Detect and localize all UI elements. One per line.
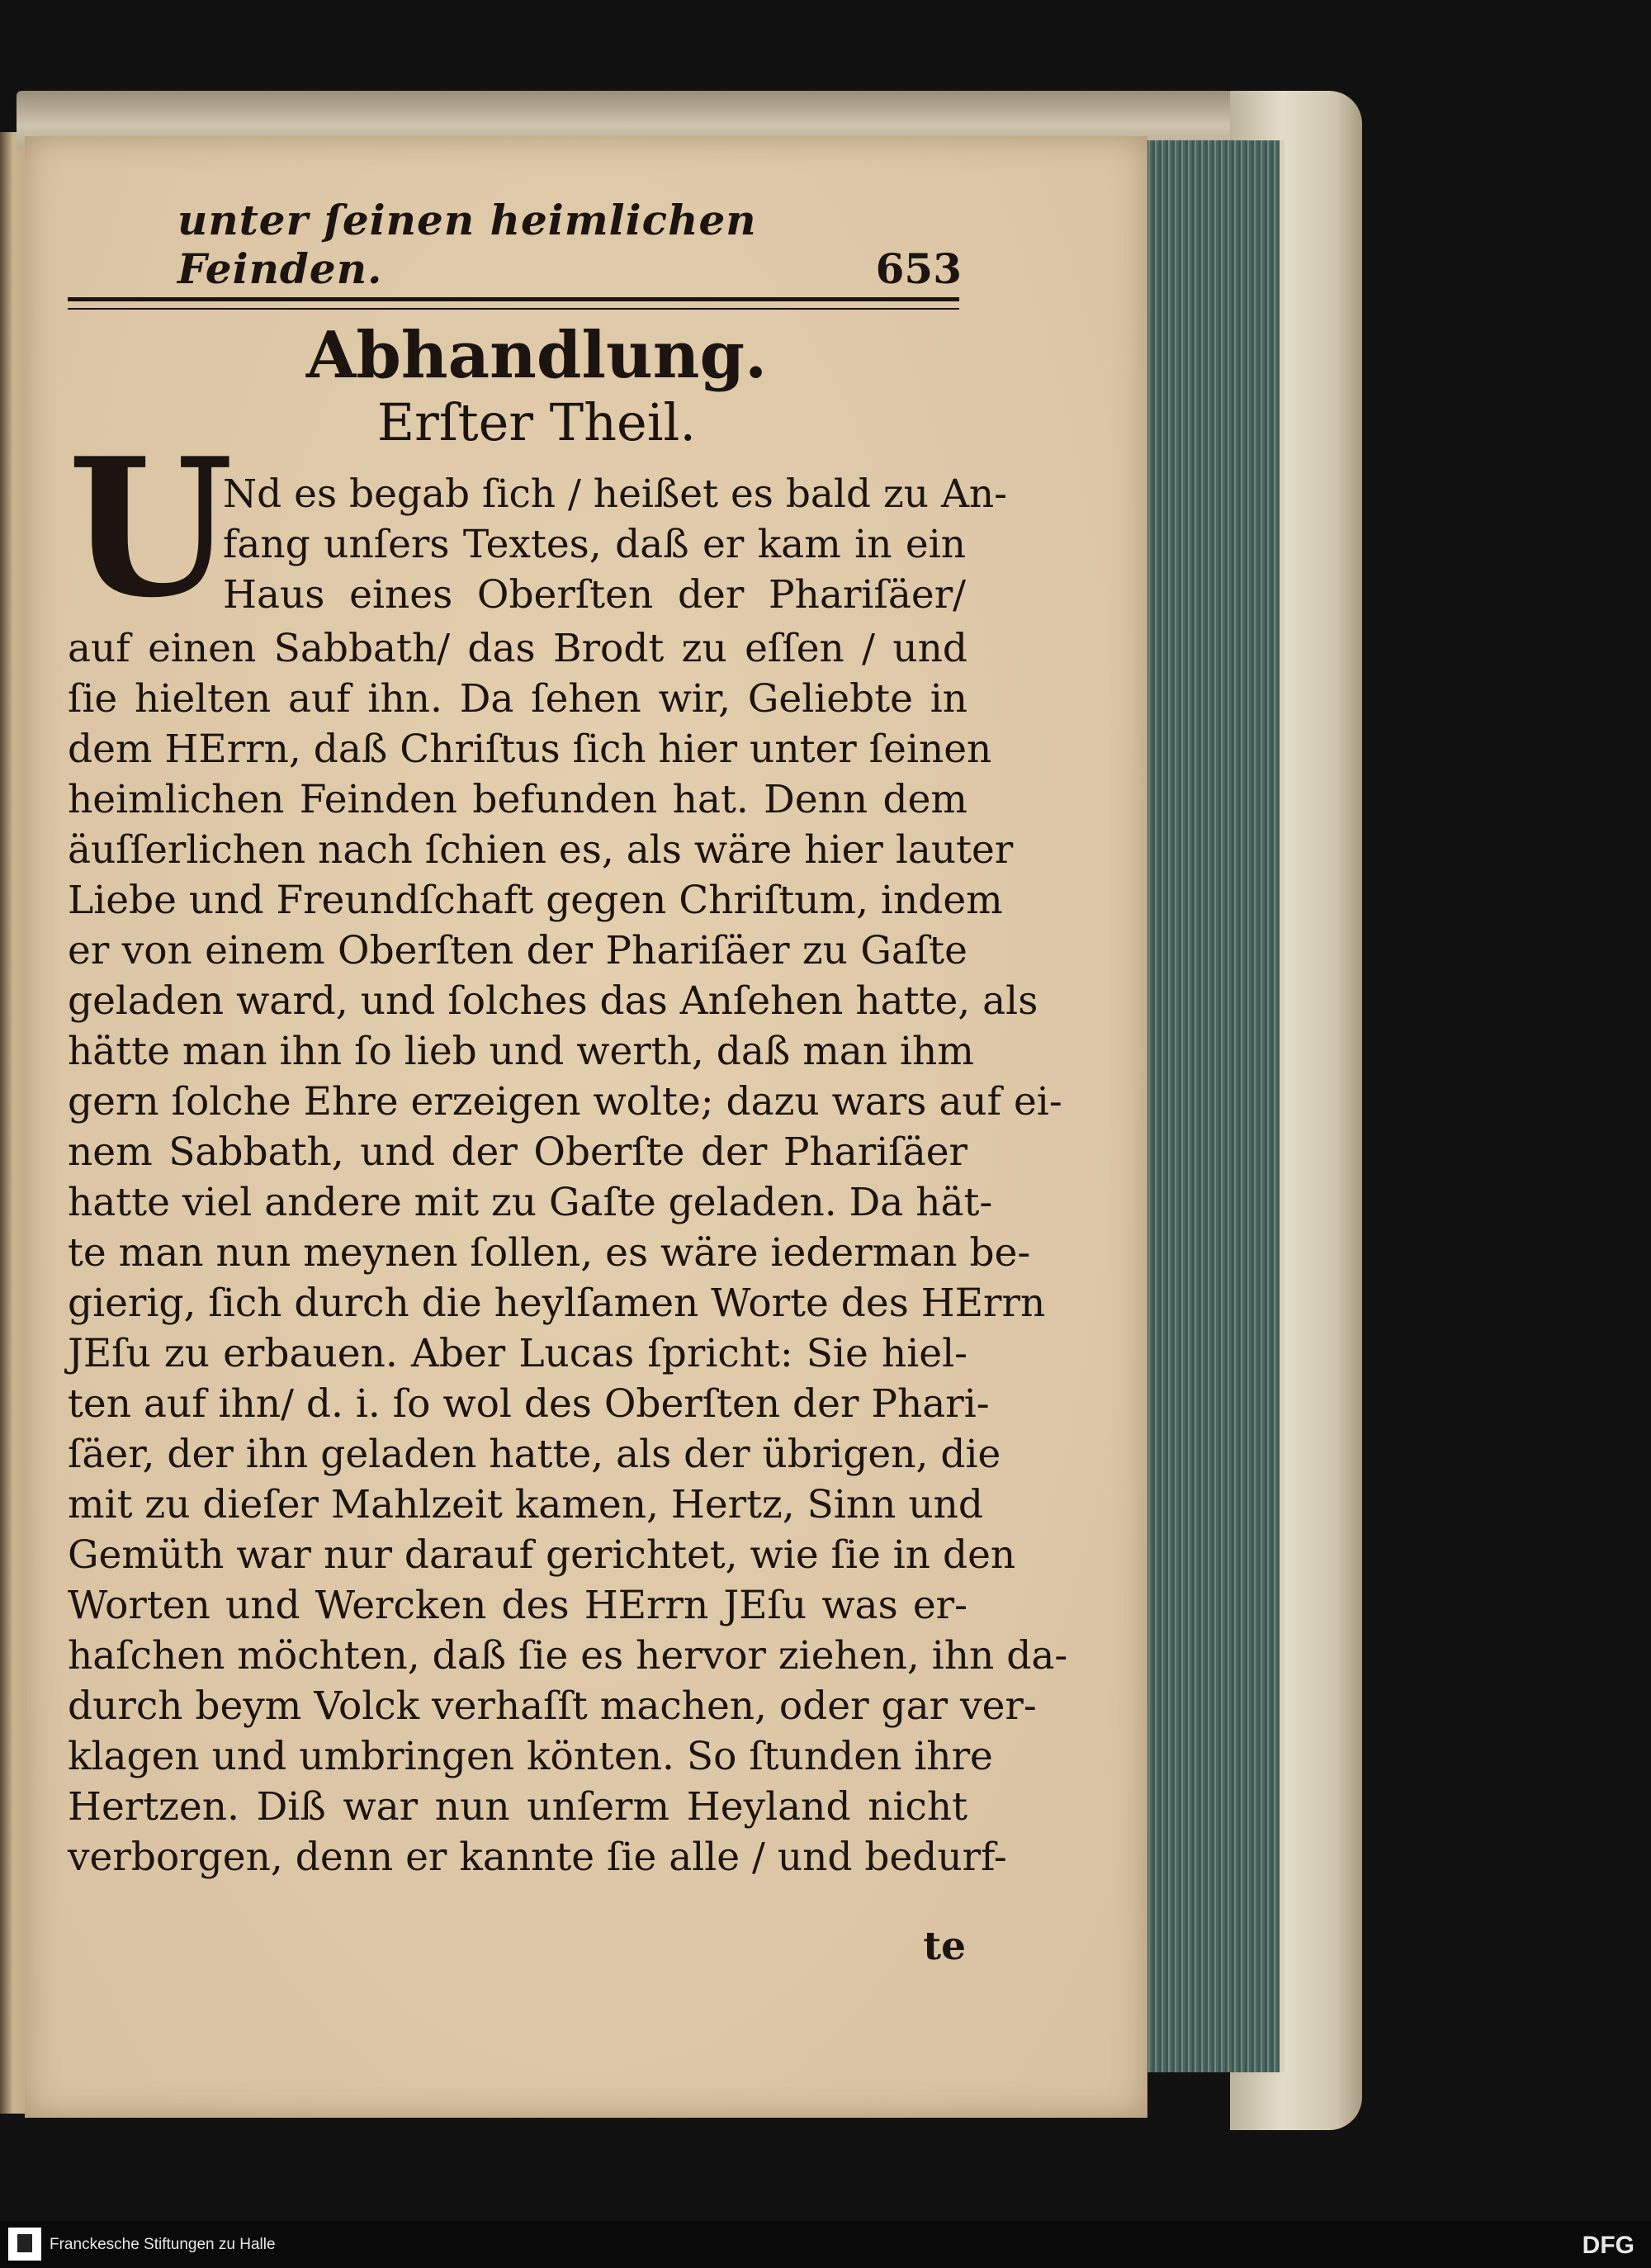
section-subtitle: Erſter Theil. xyxy=(376,392,697,452)
text-line: mit zu dieſer Mahlzeit kamen, Hertz, Sinn und xyxy=(68,1482,983,1527)
text-line: hatte viel andere mit zu Gaſte geladen. Da hät- xyxy=(68,1180,993,1225)
text-line: Worten und Wercken des HErrn JEſu was er- xyxy=(68,1583,967,1628)
text-line: fang unſers Textes, daß er kam in ein xyxy=(223,522,966,567)
text-line: klagen und umbringen könten. So ſtunden ihre xyxy=(68,1734,993,1779)
text-line: Haus eines Oberſten der Phariſäer/ xyxy=(223,572,966,618)
drop-capital: U xyxy=(68,417,234,640)
text-line: haſchen möchten, daß ſie es hervor ziehen, ihn da- xyxy=(68,1633,1068,1679)
text-line: äuſſerlichen nach ſchien es, als wäre hier lauter xyxy=(68,827,1014,873)
text-line: JEſu zu erbauen. Aber Lucas ſpricht: Sie hiel- xyxy=(68,1331,967,1376)
text-line: er von einem Oberſten der Phariſäer zu Gaſte xyxy=(68,928,967,973)
text-line: ſäer, der ihn geladen hatte, als der übrigen, die xyxy=(68,1432,1001,1477)
text-line: gierig, ſich durch die heylſamen Worte des HErrn xyxy=(68,1281,1046,1326)
text-line: gern ſolche Ehre erzeigen wolte; dazu wars auf ei- xyxy=(68,1079,1062,1125)
text-line: te man nun meynen ſollen, es wäre iederman be- xyxy=(68,1230,1031,1276)
page-number: 653 xyxy=(875,244,962,293)
text-line: dem HErrn, daß Chriſtus ſich hier unter ſeinen xyxy=(68,727,992,772)
text-line: geladen ward, und ſolches das Anſehen hatte, als xyxy=(68,978,1038,1024)
text-line: Hertzen. Diß war nun unſerm Heyland nicht xyxy=(68,1784,967,1830)
text-line: ten auf ihn/ d. i. ſo wol des Oberſten der Phari- xyxy=(68,1381,990,1427)
section-title: Abhandlung. xyxy=(305,318,768,393)
text-line: auf einen Sabbath/ das Brodt zu eſſen / und xyxy=(68,626,967,671)
text-line: ſie hielten auf ihn. Da ſehen wir, Geliebte in xyxy=(68,676,967,722)
running-title: unter ſeinen heimlichen Feinden. xyxy=(177,196,757,293)
text-line: Gemüth war nur darauf gerichtet, wie ſie in den xyxy=(68,1532,1016,1578)
institution-logo-icon xyxy=(8,2228,41,2261)
page-header xyxy=(177,196,962,293)
text-line: heimlichen Feinden befunden hat. Denn dem xyxy=(68,777,967,822)
text-line: hätte man ihn ſo lieb und werth, daß man ihm xyxy=(68,1029,974,1074)
dfg-badge: DFG xyxy=(1582,2232,1634,2259)
text-line: nem Sabbath, und der Oberſte der Phariſäer xyxy=(68,1129,967,1175)
body-text xyxy=(68,623,1068,1882)
header-rule xyxy=(68,297,959,310)
text-line: Nd es begab ſich / heißet es bald zu An- xyxy=(223,471,1008,517)
text-line: durch beym Volck verhaſſt machen, oder gar ver- xyxy=(68,1683,1037,1729)
text-line: Liebe und Freundſchaft gegen Chriſtum, indem xyxy=(68,878,1003,923)
catchword: te xyxy=(923,1924,966,1969)
first-lines xyxy=(223,469,1008,620)
institution-label: Franckesche Stiftungen zu Halle xyxy=(50,2236,276,2253)
text-line: verborgen, denn er kannte ſie alle / und bedurf- xyxy=(68,1835,1007,1880)
